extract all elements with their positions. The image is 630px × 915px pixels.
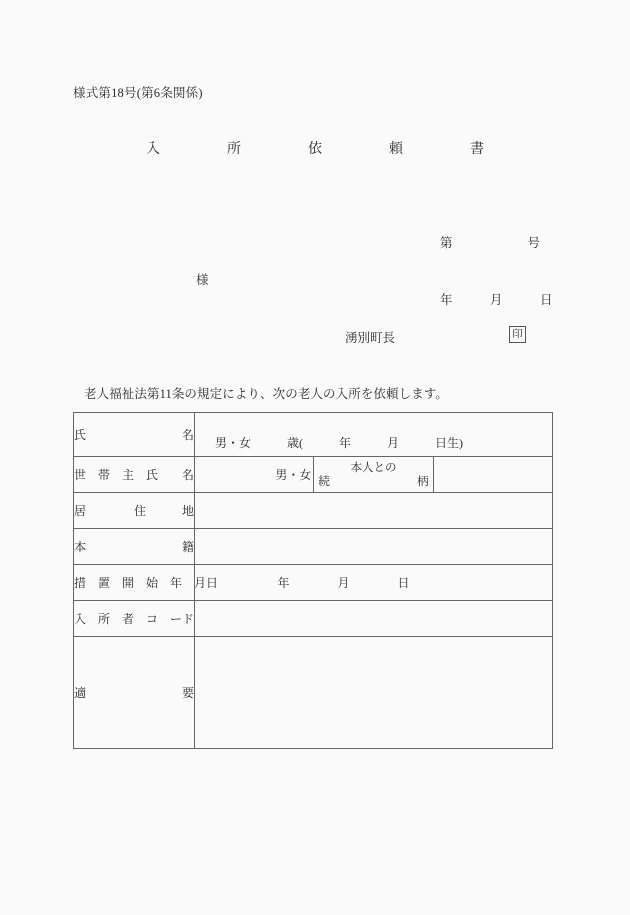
relationship-label-line2-last: 柄 bbox=[417, 475, 429, 488]
row-label-domicile bbox=[74, 529, 195, 565]
row-label-remarks-last: 要 bbox=[181, 686, 194, 700]
row-label-start-date-first: 措 置 開 始 年 月 bbox=[74, 576, 207, 590]
issuer-block bbox=[345, 328, 530, 348]
row-label-resident-code bbox=[74, 601, 195, 637]
row-label-name bbox=[74, 413, 195, 457]
row-label-residence-first: 居 住 bbox=[74, 504, 147, 518]
row-value-start-date[interactable] bbox=[195, 565, 553, 601]
relationship-label-line2-first: 続 bbox=[318, 475, 330, 488]
row-label-householder-first: 世 帯 主 氏 bbox=[74, 468, 159, 482]
table-row bbox=[74, 565, 553, 601]
table-row bbox=[74, 529, 553, 565]
row-label-householder-last: 名 bbox=[181, 468, 194, 482]
addressee-honorific: 様 bbox=[196, 273, 209, 287]
row-label-relationship bbox=[314, 457, 433, 493]
seal-stamp-icon: 印 bbox=[509, 326, 526, 343]
document-date-line: 年 月 日 bbox=[440, 293, 553, 307]
table-row bbox=[74, 493, 553, 529]
row-value-householder[interactable] bbox=[195, 457, 314, 493]
document-number-line: 第 号 bbox=[440, 236, 541, 250]
applicant-form-table bbox=[73, 412, 553, 749]
request-statement: 老人福祉法第11条の規定により、次の老人の入所を依頼します。 bbox=[84, 387, 449, 401]
row-label-domicile-first: 本 bbox=[74, 540, 87, 554]
row-value-relationship[interactable] bbox=[433, 457, 552, 493]
row-label-start-date bbox=[74, 565, 219, 601]
householder-gender-line: 男・女 bbox=[275, 468, 312, 482]
table-row bbox=[74, 637, 553, 749]
row-label-resident-code-first: 入 所 者 コ ー bbox=[74, 612, 183, 626]
start-date-line: 年 月 日 bbox=[277, 576, 410, 590]
row-label-name-first: 氏 bbox=[74, 428, 87, 442]
number-date-block bbox=[440, 196, 553, 348]
row-label-residence-last: 地 bbox=[181, 504, 194, 518]
name-gender-age-birth-line: 男・女 歳( 年 月 日生) bbox=[215, 436, 463, 450]
row-value-name[interactable] bbox=[195, 413, 553, 457]
row-label-start-date-last: 日 bbox=[206, 576, 219, 590]
row-label-residence bbox=[74, 493, 195, 529]
row-value-domicile[interactable] bbox=[195, 529, 553, 565]
row-value-residence[interactable] bbox=[195, 493, 553, 529]
row-label-resident-code-last: ド bbox=[182, 612, 195, 626]
table-row bbox=[74, 413, 553, 457]
row-label-name-last: 名 bbox=[181, 428, 194, 442]
form-number: 様式第18号(第6条関係) bbox=[73, 86, 203, 100]
table-row bbox=[74, 457, 553, 493]
row-label-householder bbox=[74, 457, 195, 493]
row-label-remarks bbox=[74, 637, 195, 749]
page-title: 入 所 依 頼 書 bbox=[146, 142, 497, 157]
row-label-domicile-last: 籍 bbox=[181, 540, 194, 554]
issuer-name: 湧別町長 bbox=[345, 331, 396, 345]
row-value-resident-code[interactable] bbox=[195, 601, 553, 637]
row-label-remarks-first: 適 bbox=[74, 686, 87, 700]
row-value-remarks[interactable] bbox=[195, 637, 553, 749]
table-row bbox=[74, 601, 553, 637]
relationship-label-line1: 本人との bbox=[350, 461, 397, 474]
